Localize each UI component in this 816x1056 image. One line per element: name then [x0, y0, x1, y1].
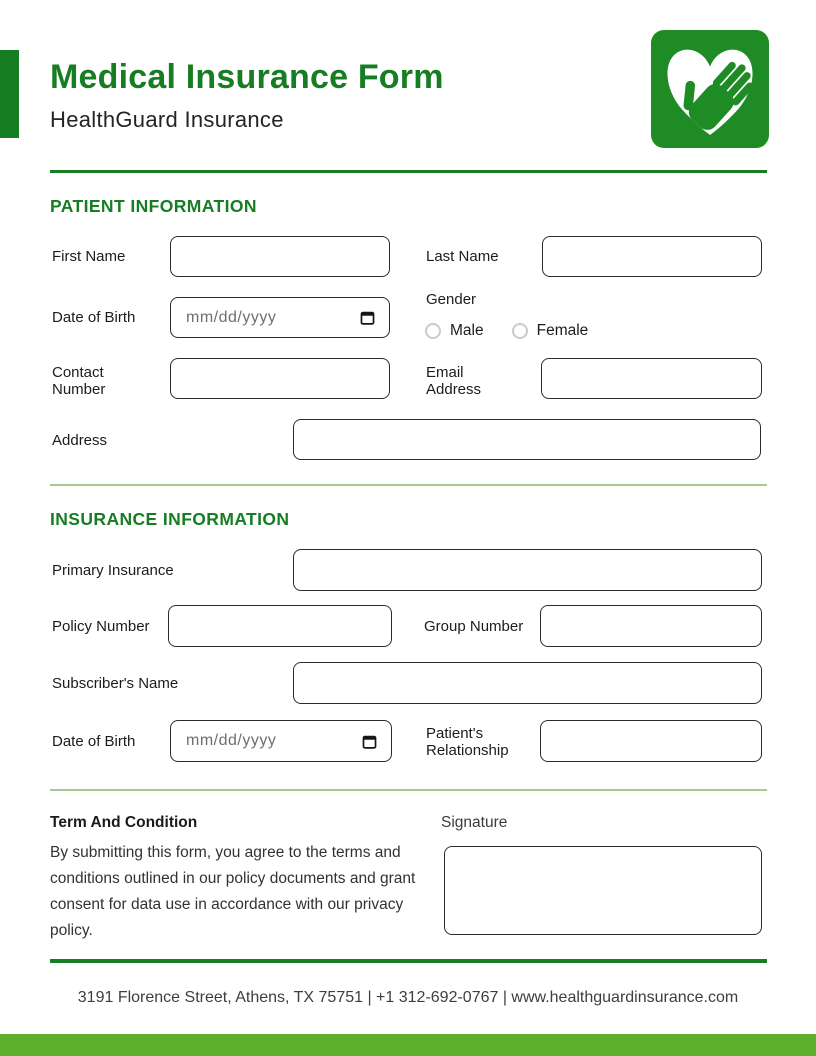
patients-relationship-label: Patient's Relationship — [426, 725, 509, 759]
patient-dob-label: Date of Birth — [52, 309, 136, 326]
date-placeholder: mm/dd/yyyy — [186, 732, 277, 749]
signature-box[interactable] — [444, 846, 762, 935]
patients-relationship-input[interactable] — [540, 720, 762, 762]
heart-with-hand-icon — [651, 30, 769, 148]
last-name-label: Last Name — [426, 248, 499, 265]
footer-contact-info: 3191 Florence Street, Athens, TX 75751 | +1 312-692-0767 | www.healthguardinsurance.com — [77, 989, 739, 1006]
insurance-dob-label: Date of Birth — [52, 733, 136, 750]
section-divider — [50, 789, 767, 791]
subscriber-name-label: Subscriber's Name — [52, 675, 179, 692]
primary-insurance-label: Primary Insurance — [52, 562, 174, 579]
last-name-input[interactable] — [542, 236, 762, 277]
section-divider — [50, 484, 767, 486]
company-name: HealthGuard Insurance — [50, 107, 284, 132]
radio-circle-icon[interactable] — [425, 323, 441, 339]
email-address-label: Email Address — [426, 364, 482, 398]
patient-section-heading: PATIENT INFORMATION — [50, 196, 257, 216]
primary-insurance-input[interactable] — [293, 549, 762, 591]
gender-label: Gender — [426, 291, 477, 308]
gender-radio-group — [425, 322, 588, 339]
date-placeholder: mm/dd/yyyy — [186, 308, 277, 326]
calendar-icon[interactable] — [361, 733, 378, 750]
footer-divider — [50, 959, 767, 963]
group-number-input[interactable] — [540, 605, 762, 647]
email-address-input[interactable] — [541, 358, 762, 399]
patient-dob-input[interactable] — [170, 297, 390, 338]
gender-female-option[interactable] — [512, 322, 589, 339]
left-accent-bar — [0, 50, 19, 138]
policy-number-label: Policy Number — [52, 618, 150, 635]
group-number-label: Group Number — [424, 618, 524, 635]
signature-label: Signature — [441, 814, 508, 831]
subscriber-name-input[interactable] — [293, 662, 762, 704]
insurance-dob-input[interactable] — [170, 720, 392, 762]
contact-number-label: Contact Number — [52, 364, 106, 398]
first-name-input[interactable] — [170, 236, 390, 277]
female-label: Female — [536, 322, 589, 339]
page-title: Medical Insurance Form — [50, 58, 444, 96]
insurance-section-heading: INSURANCE INFORMATION — [50, 509, 290, 529]
address-label: Address — [52, 432, 108, 449]
calendar-icon[interactable] — [359, 309, 376, 326]
policy-number-input[interactable] — [168, 605, 392, 647]
male-label: Male — [450, 322, 484, 339]
bottom-accent-bar — [0, 1034, 816, 1056]
gender-male-option[interactable] — [425, 322, 484, 339]
first-name-label: First Name — [52, 248, 126, 265]
terms-body: By submitting this form, you agree to the terms and conditions outlined in our policy documents and grant consent for data use in accordance with our privacy policy. — [50, 844, 416, 939]
header-divider — [50, 170, 767, 173]
terms-heading: Term And Condition — [50, 814, 198, 831]
radio-circle-icon[interactable] — [512, 323, 528, 339]
contact-number-input[interactable] — [170, 358, 390, 399]
address-input[interactable] — [293, 419, 761, 460]
